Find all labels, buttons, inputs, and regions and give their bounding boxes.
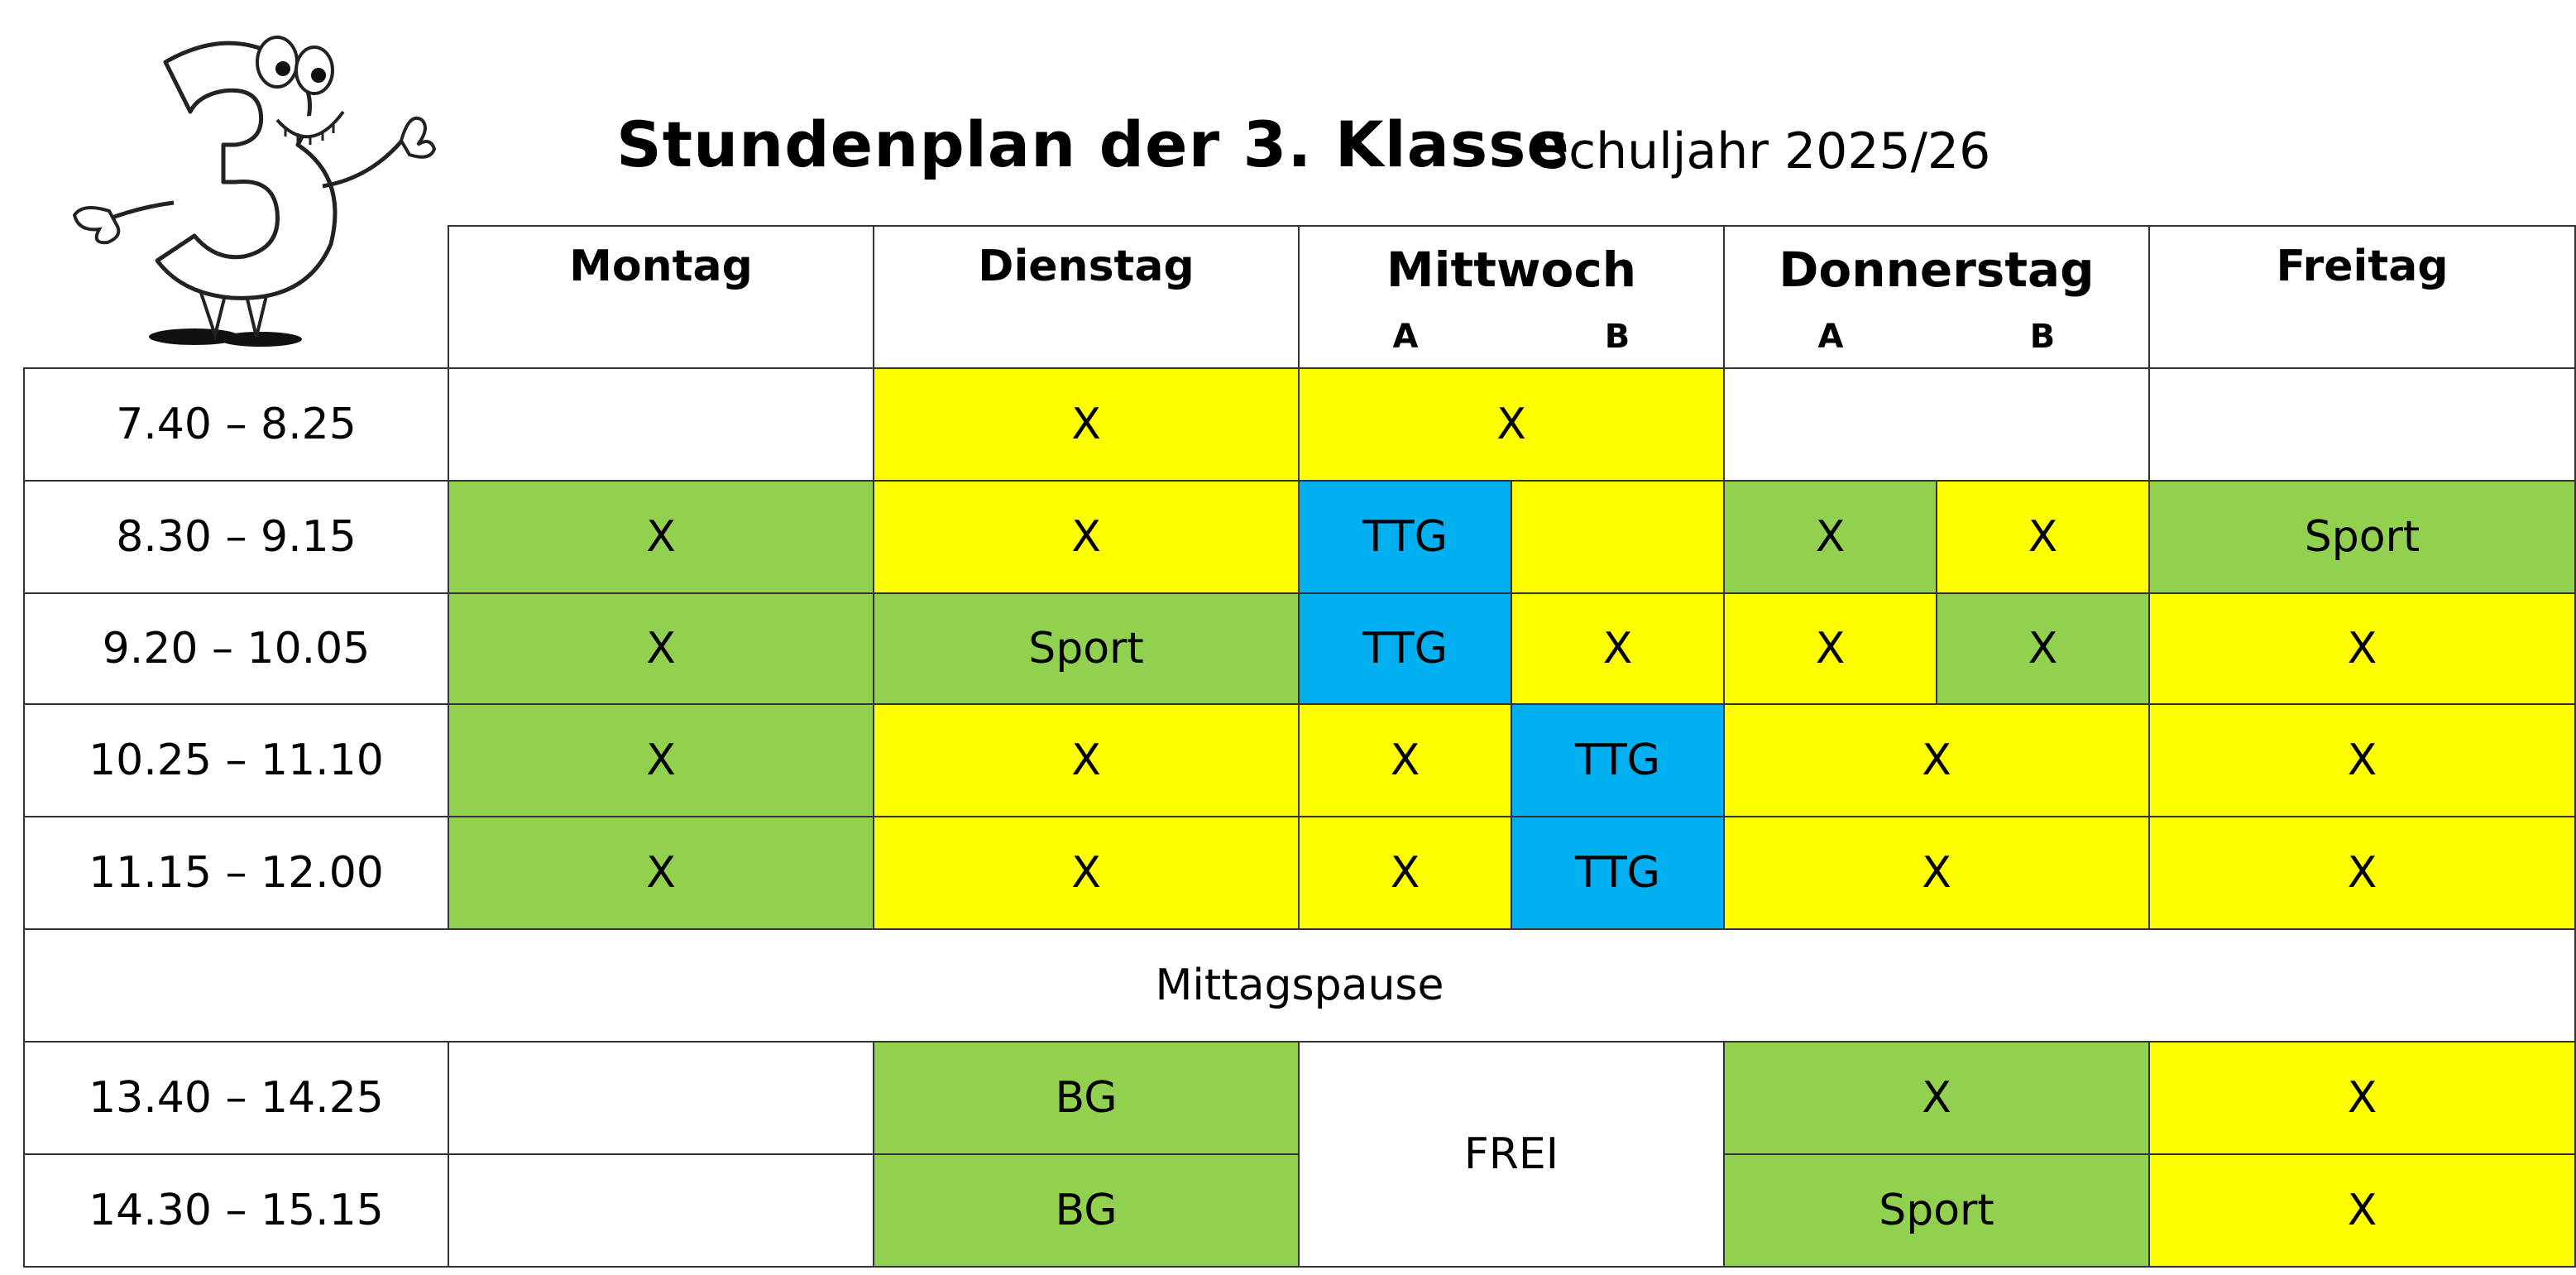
cell-tue: BG — [874, 1042, 1299, 1154]
cell-tue: X — [874, 368, 1299, 481]
cell-fri: X — [2149, 817, 2575, 929]
cell-wed-free: FREI — [1299, 1042, 1724, 1267]
cell-wed-a: TTG — [1299, 593, 1511, 704]
thursday-group-a: A — [1817, 318, 1844, 356]
lunch-break: Mittagspause — [24, 929, 2575, 1042]
cell-mon — [448, 1154, 874, 1267]
table-row — [24, 1042, 2575, 1154]
cell-wed: X — [1299, 368, 1724, 481]
school-year: Schuljahr 2025/26 — [1537, 122, 1991, 180]
cell-tue: BG — [874, 1154, 1299, 1267]
day-thursday-label: Donnerstag — [1779, 242, 2095, 298]
time-slot: 8.30 – 9.15 — [24, 481, 448, 593]
cell-mon: X — [448, 593, 874, 704]
cell-wed-a: TTG — [1299, 481, 1511, 593]
cell-mon: X — [448, 481, 874, 593]
cell-tue: X — [874, 481, 1299, 593]
cell-mon: X — [448, 704, 874, 817]
cell-fri: X — [2149, 1042, 2575, 1154]
cell-thu — [1724, 368, 2149, 481]
cell-tue: X — [874, 817, 1299, 929]
time-slot: 7.40 – 8.25 — [24, 368, 448, 481]
cell-mon — [448, 1042, 874, 1154]
cell-thu-a: X — [1724, 593, 1937, 704]
cell-fri: X — [2149, 593, 2575, 704]
cell-thu: X — [1724, 1042, 2149, 1154]
day-monday: Montag — [448, 226, 874, 368]
page-title: Stundenplan der 3. Klasse — [616, 108, 1570, 181]
wednesday-group-a: A — [1392, 318, 1419, 356]
table-row — [24, 817, 2575, 929]
cell-thu-a: X — [1724, 481, 1937, 593]
timetable — [23, 225, 2576, 1268]
cell-fri: Sport — [2149, 481, 2575, 593]
cell-mon: X — [448, 817, 874, 929]
corner-cell — [24, 226, 448, 368]
cell-wed-b: X — [1511, 593, 1724, 704]
cell-wed-b: TTG — [1511, 704, 1724, 817]
thursday-group-b: B — [2029, 318, 2056, 356]
cell-thu-b: X — [1937, 481, 2149, 593]
time-slot: 10.25 – 11.10 — [24, 704, 448, 817]
table-row — [24, 481, 2575, 593]
cell-thu: X — [1724, 704, 2149, 817]
day-friday: Freitag — [2149, 226, 2575, 368]
cell-fri: X — [2149, 1154, 2575, 1267]
cell-tue: X — [874, 704, 1299, 817]
cell-wed-b: TTG — [1511, 817, 1724, 929]
time-slot: 13.40 – 14.25 — [24, 1042, 448, 1154]
header-row — [24, 226, 2575, 368]
lunch-row — [24, 929, 2575, 1042]
time-slot: 9.20 – 10.05 — [24, 593, 448, 704]
cell-thu: X — [1724, 817, 2149, 929]
cell-fri: X — [2149, 704, 2575, 817]
table-row — [24, 368, 2575, 481]
table-row — [24, 593, 2575, 704]
cell-fri — [2149, 368, 2575, 481]
cell-tue: Sport — [874, 593, 1299, 704]
cell-wed-a: X — [1299, 817, 1511, 929]
wednesday-group-b: B — [1604, 318, 1630, 356]
day-tuesday: Dienstag — [874, 226, 1299, 368]
cell-thu-b: X — [1937, 593, 2149, 704]
day-wednesday — [1299, 226, 1724, 368]
time-slot: 11.15 – 12.00 — [24, 817, 448, 929]
cell-wed-a: X — [1299, 704, 1511, 817]
day-wednesday-label: Mittwoch — [1386, 242, 1637, 298]
cell-thu: Sport — [1724, 1154, 2149, 1267]
time-slot: 14.30 – 15.15 — [24, 1154, 448, 1267]
day-thursday — [1724, 226, 2149, 368]
cell-wed-b — [1511, 481, 1724, 593]
table-row — [24, 704, 2575, 817]
cell-mon — [448, 368, 874, 481]
